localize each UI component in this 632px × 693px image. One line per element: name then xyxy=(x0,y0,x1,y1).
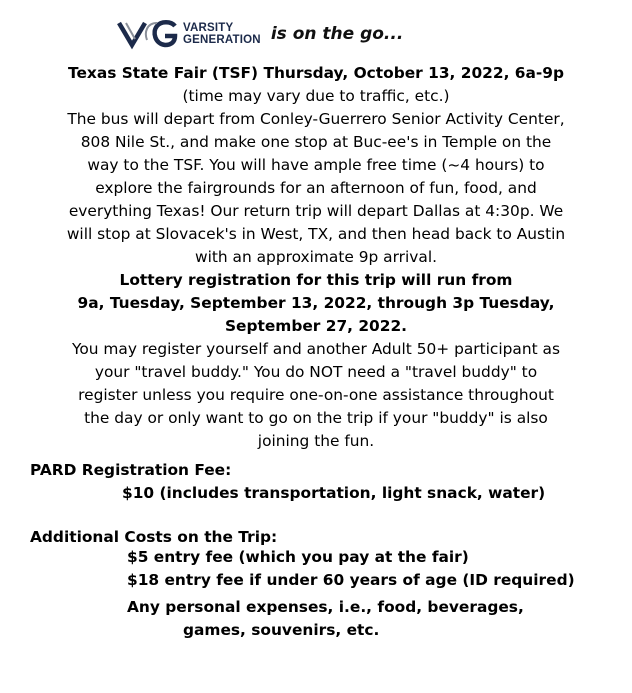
lottery-line: 9a, Tuesday, September 13, 2022, through 3p Tuesday, xyxy=(77,294,555,312)
buddy-line: joining the fun. xyxy=(257,432,375,450)
additional-cost-item: Any personal expenses, i.e., food, beverages, xyxy=(127,598,524,616)
registration-fee-value: $10 (includes transportation, light snack, water) xyxy=(122,484,546,502)
description-line: way to the TSF. You will have ample free time (~4 hours) to xyxy=(87,156,545,174)
lottery-line: September 27, 2022. xyxy=(224,317,408,335)
registration-fee-label: PARD Registration Fee: xyxy=(30,461,232,479)
buddy-line: You may register yourself and another Adult 50+ participant as xyxy=(72,340,560,358)
description-line: everything Texas! Our return trip will depart Dallas at 4:30p. We xyxy=(68,202,564,220)
event-time-note: (time may vary due to traffic, etc.) xyxy=(182,87,450,105)
additional-cost-item: games, souvenirs, etc. xyxy=(183,621,380,639)
brand-line-1: VARSITY xyxy=(183,22,234,34)
header xyxy=(117,18,403,50)
trip-description xyxy=(0,108,632,269)
varsity-generation-logo-icon xyxy=(117,18,179,50)
lottery-notice xyxy=(0,269,632,338)
tagline: is on the go... xyxy=(270,24,404,44)
description-line: will stop at Slovacek's in West, TX, and then head back to Austin xyxy=(66,225,566,243)
description-line: The bus will depart from Conley-Guerrero Senior Activity Center, xyxy=(67,110,565,128)
event-title: Texas State Fair (TSF) Thursday, October 13, 2022, 6a-9p xyxy=(68,64,564,82)
additional-cost-item: $18 entry fee if under 60 years of age (ID required) xyxy=(127,571,575,589)
description-line: with an approximate 9p arrival. xyxy=(195,248,437,266)
event-heading xyxy=(0,62,632,108)
additional-costs-label: Additional Costs on the Trip: xyxy=(30,528,278,546)
lottery-line: Lottery registration for this trip will run from xyxy=(119,271,513,289)
buddy-line: your "travel buddy." You do NOT need a "travel buddy" to xyxy=(94,363,538,381)
description-line: 808 Nile St., and make one stop at Buc-ee's in Temple on the xyxy=(80,133,552,151)
travel-buddy-info xyxy=(0,338,632,453)
additional-cost-item: $5 entry fee (which you pay at the fair) xyxy=(127,548,469,566)
buddy-line: register unless you require one-on-one assistance throughout xyxy=(78,386,554,404)
brand-line-2: GENERATION xyxy=(183,34,261,46)
brand-name xyxy=(183,22,261,46)
description-line: explore the fairgrounds for an afternoon of fun, food, and xyxy=(95,179,537,197)
buddy-line: the day or only want to go on the trip if your "buddy" is also xyxy=(84,409,548,427)
